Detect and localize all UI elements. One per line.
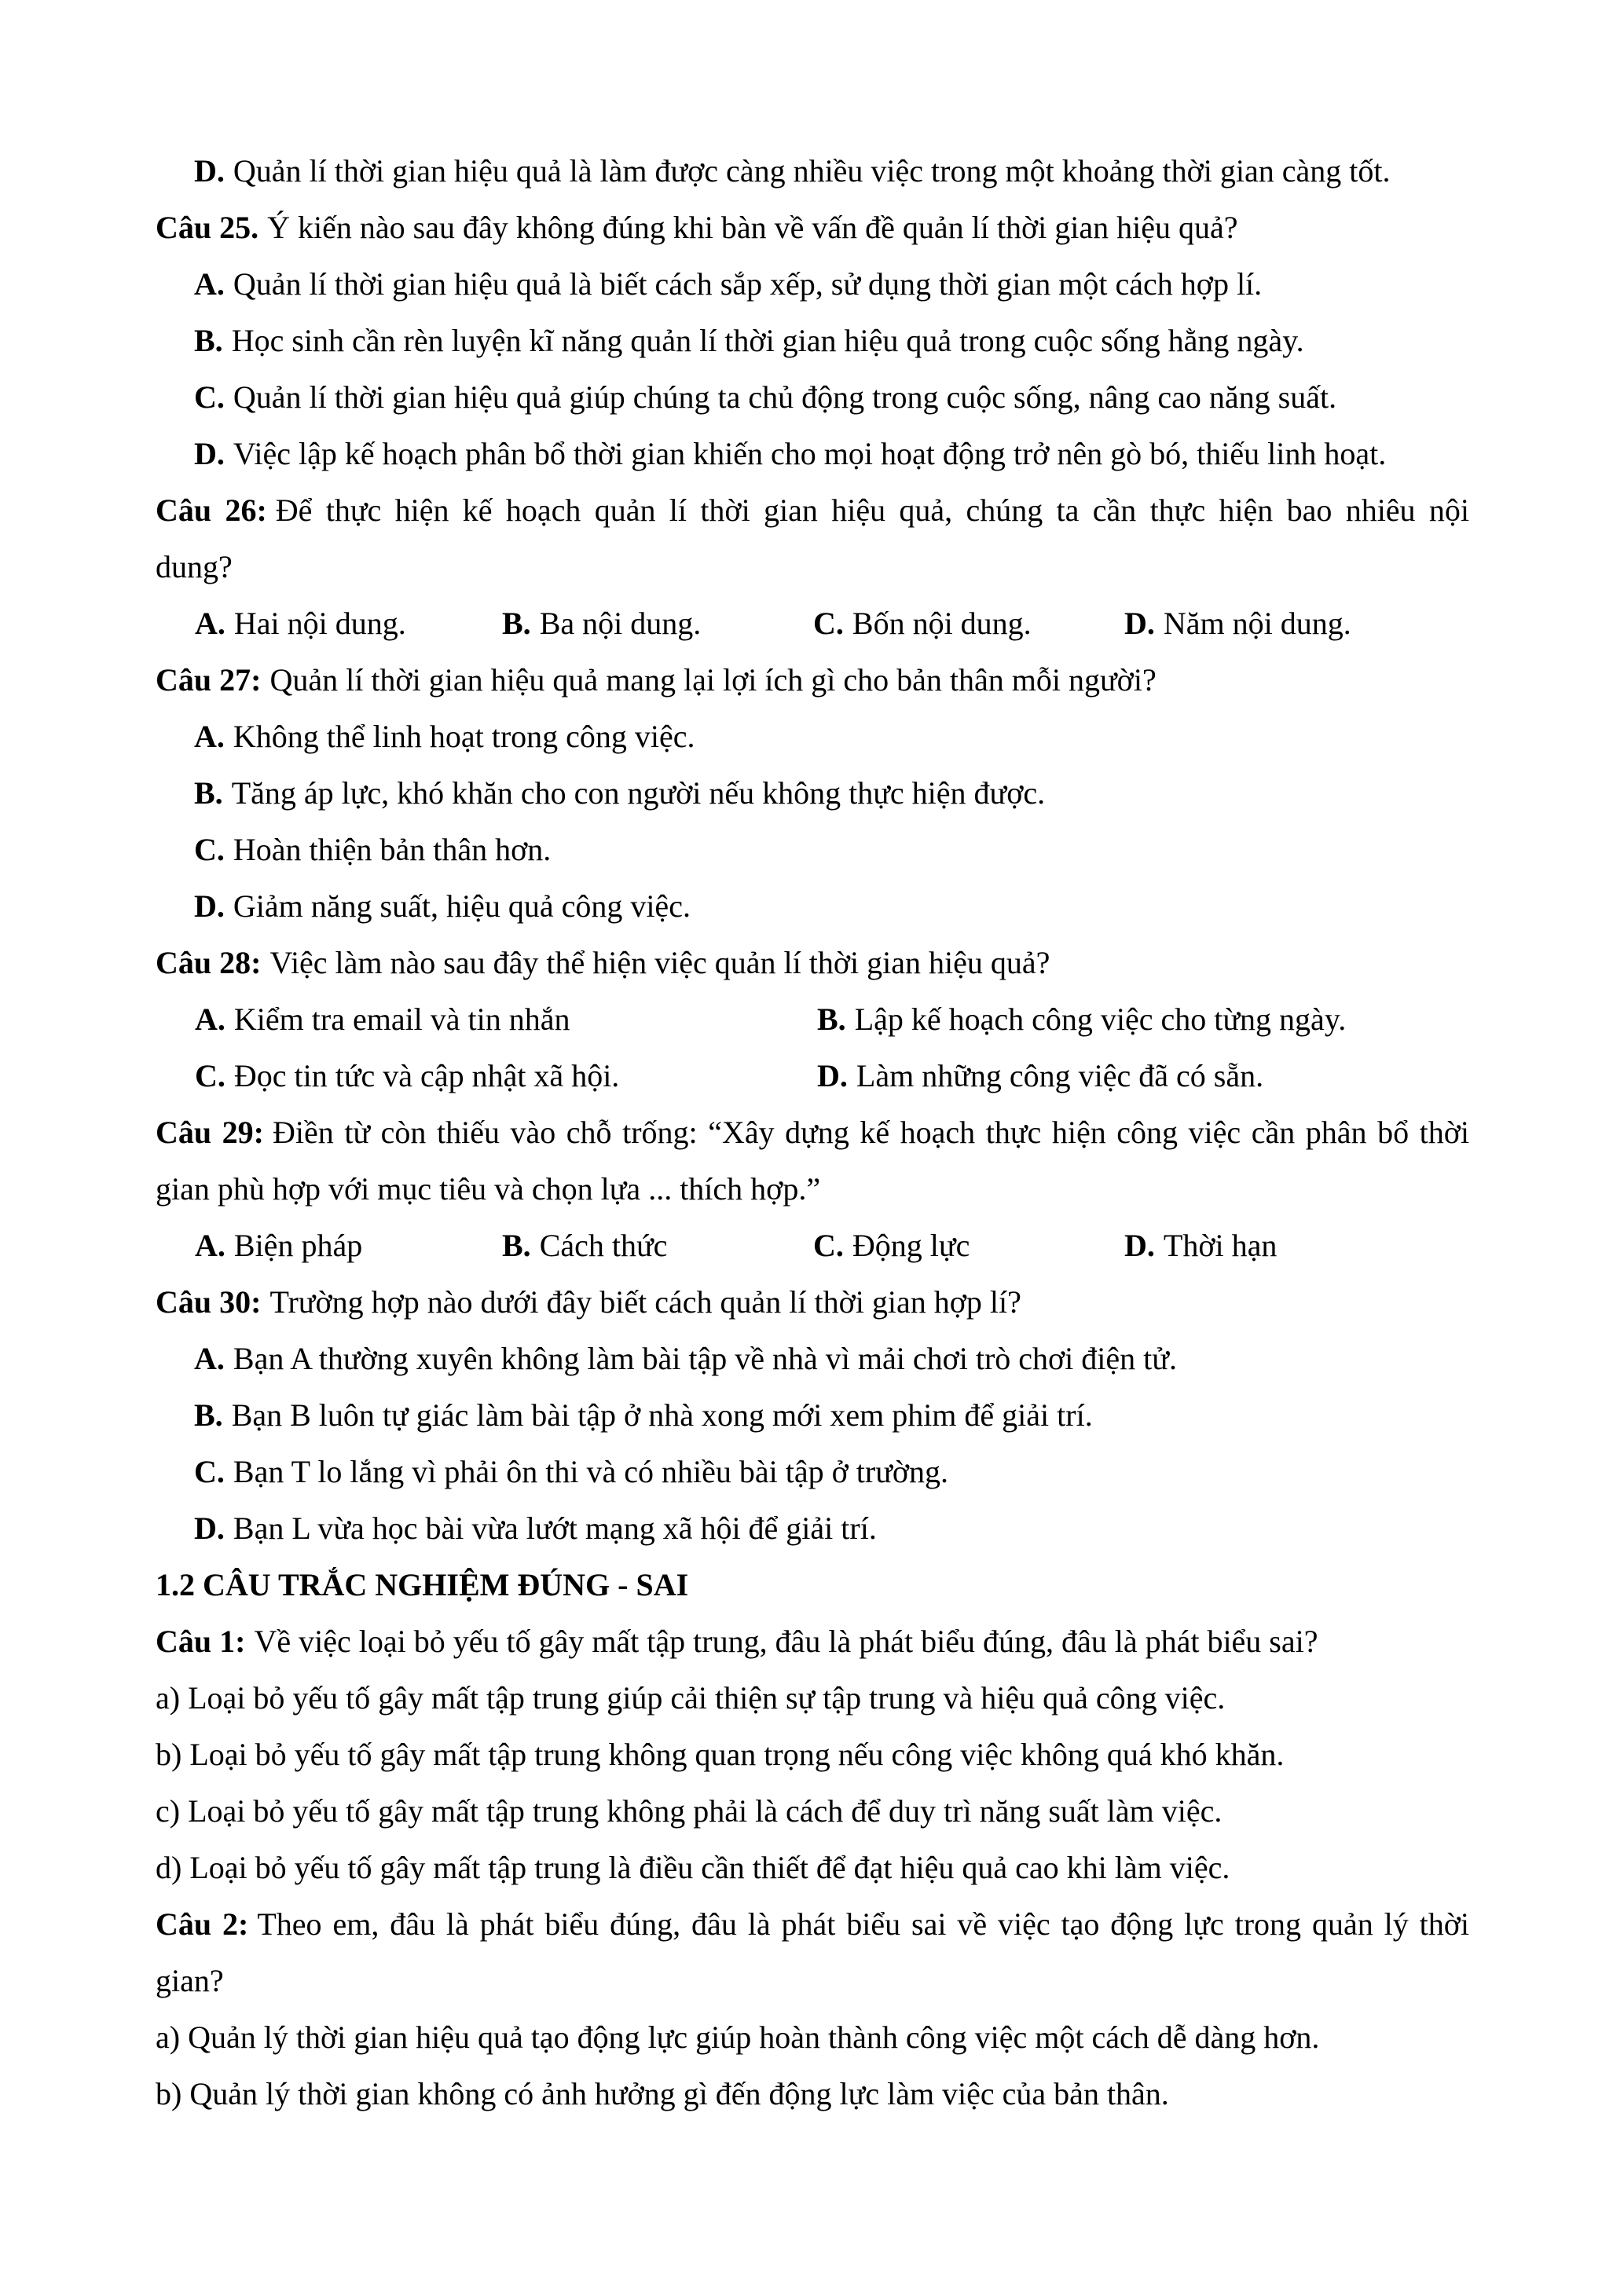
option-text: Không thể linh hoạt trong công việc. bbox=[233, 719, 695, 754]
carryover-option-d bbox=[156, 143, 1469, 200]
option-text: Học sinh cần rèn luyện kĩ năng quản lí thời gian hiệu quả trong cuộc sống hằng ngày. bbox=[231, 323, 1304, 358]
option-text: Bạn B luôn tự giác làm bài tập ở nhà xong mới xem phim để giải trí. bbox=[231, 1397, 1093, 1433]
ts-q1-statement-a: a) Loại bỏ yếu tố gây mất tập trung giúp cải thiện sự tập trung và hiệu quả công việc. bbox=[156, 1680, 1226, 1716]
option-label: A. bbox=[194, 719, 225, 754]
question-28 bbox=[156, 935, 1469, 991]
question-text: Để thực hiện kế hoạch quản lí thời gian hiệu quả, chúng ta cần thực hiện bao nhiêu nội bbox=[275, 493, 1469, 528]
question-text: Về việc loại bỏ yếu tố gây mất tập trung, đâu là phát biểu đúng, đâu là phát biểu sai? bbox=[254, 1624, 1318, 1659]
option-label: C. bbox=[194, 1454, 225, 1489]
ts-q1-statement-d: d) Loại bỏ yếu tố gây mất tập trung là điều cần thiết để đạt hiệu quả cao khi làm việc. bbox=[156, 1850, 1230, 1885]
question-26-line1 bbox=[156, 482, 1469, 539]
option-label: B. bbox=[194, 323, 223, 358]
question-label: Câu 30: bbox=[156, 1284, 262, 1320]
option-label: A. bbox=[195, 1002, 225, 1037]
q27-option-d bbox=[156, 878, 1469, 935]
question-27 bbox=[156, 652, 1469, 709]
option-text: Bạn L vừa học bài vừa lướt mạng xã hội để giải trí. bbox=[233, 1511, 877, 1546]
q25-option-a bbox=[156, 256, 1469, 313]
question-label: Câu 1: bbox=[156, 1624, 246, 1659]
q30-option-c bbox=[156, 1444, 1469, 1500]
question-label: Câu 26: bbox=[156, 493, 267, 528]
option-text: Kiểm tra email và tin nhắn bbox=[233, 1002, 570, 1037]
q28-option-a bbox=[195, 991, 570, 1048]
ts-q2-statement-a: a) Quản lý thời gian hiệu quả tạo động lực giúp hoàn thành công việc một cách dễ dàng hơn. bbox=[156, 2020, 1320, 2055]
q28-options-row-1 bbox=[156, 991, 1469, 1048]
option-text: Ba nội dung. bbox=[539, 606, 702, 641]
q29-option-d bbox=[1124, 1218, 1277, 1274]
question-29-line1 bbox=[156, 1104, 1469, 1161]
option-label: C. bbox=[813, 606, 844, 641]
option-text: Quản lí thời gian hiệu quả là làm được càng nhiều việc trong một khoảng thời gian càng tốt. bbox=[233, 153, 1391, 189]
option-text: Bốn nội dung. bbox=[852, 606, 1032, 641]
question-label: Câu 29: bbox=[156, 1115, 265, 1150]
option-label: D. bbox=[1124, 606, 1155, 641]
option-label: A. bbox=[195, 1228, 225, 1263]
section-heading-true-false: 1.2 CÂU TRẮC NGHIỆM ĐÚNG - SAI bbox=[156, 1567, 689, 1602]
q27-option-b bbox=[156, 765, 1469, 822]
q25-option-b bbox=[156, 313, 1469, 369]
question-26-line2: dung? bbox=[156, 549, 233, 584]
question-label: Câu 2: bbox=[156, 1906, 249, 1942]
option-text: Lập kế hoạch công việc cho từng ngày. bbox=[854, 1002, 1347, 1037]
page-content bbox=[156, 143, 1469, 2122]
option-label: D. bbox=[194, 888, 225, 924]
option-label: B. bbox=[502, 606, 531, 641]
option-label: C. bbox=[194, 379, 225, 415]
option-label: D. bbox=[194, 153, 225, 189]
option-label: B. bbox=[194, 1397, 223, 1433]
option-label: D. bbox=[1124, 1228, 1155, 1263]
option-text: Quản lí thời gian hiệu quả là biết cách sắp xếp, sử dụng thời gian một cách hợp lí. bbox=[233, 266, 1263, 302]
option-label: B. bbox=[817, 1002, 846, 1037]
question-text: Điền từ còn thiếu vào chỗ trống: “Xây dựng kế hoạch thực hiện công việc cần phân bổ thời bbox=[273, 1115, 1470, 1150]
option-label: C. bbox=[813, 1228, 844, 1263]
ts-question-2-line2: gian? bbox=[156, 1963, 224, 1998]
ts-q1-statement-c: c) Loại bỏ yếu tố gây mất tập trung không phải là cách để duy trì năng suất làm việc. bbox=[156, 1793, 1223, 1829]
option-label: B. bbox=[194, 775, 223, 811]
q29-option-c bbox=[813, 1218, 970, 1274]
option-label: C. bbox=[195, 1058, 225, 1093]
q28-option-c bbox=[195, 1048, 619, 1104]
ts-q1-statement-b: b) Loại bỏ yếu tố gây mất tập trung không quan trọng nếu công việc không quá khó khăn. bbox=[156, 1737, 1285, 1772]
question-label: Câu 27: bbox=[156, 662, 262, 698]
q27-option-a bbox=[156, 709, 1469, 765]
question-30 bbox=[156, 1274, 1469, 1331]
option-label: A. bbox=[194, 266, 225, 302]
q26-option-b bbox=[502, 595, 701, 652]
option-text: Làm những công việc đã có sẵn. bbox=[856, 1058, 1264, 1093]
q29-options-row bbox=[156, 1218, 1469, 1274]
option-label: A. bbox=[194, 1341, 225, 1376]
q29-option-b bbox=[502, 1218, 667, 1274]
option-text: Hoàn thiện bản thân hơn. bbox=[233, 832, 552, 867]
q28-options-row-2 bbox=[156, 1048, 1469, 1104]
question-text: Việc làm nào sau đây thể hiện việc quản lí thời gian hiệu quả? bbox=[269, 945, 1050, 980]
question-text: Ý kiến nào sau đây không đúng khi bàn về vấn đề quản lí thời gian hiệu quả? bbox=[267, 210, 1238, 245]
q26-option-c bbox=[813, 595, 1032, 652]
option-text: Biện pháp bbox=[233, 1228, 363, 1263]
option-label: D. bbox=[194, 436, 225, 471]
question-text: Theo em, đâu là phát biểu đúng, đâu là phát biểu sai về việc tạo động lực trong quản lý thời bbox=[257, 1906, 1470, 1942]
option-text: Việc lập kế hoạch phân bổ thời gian khiến cho mọi hoạt động trở nên gò bó, thiếu linh hoạt. bbox=[233, 436, 1387, 471]
option-label: C. bbox=[194, 832, 225, 867]
question-29-line2: gian phù hợp với mục tiêu và chọn lựa ... thích hợp.” bbox=[156, 1171, 821, 1207]
q26-options-row bbox=[156, 595, 1469, 652]
option-text: Hai nội dung. bbox=[233, 606, 406, 641]
q28-option-b bbox=[817, 991, 1346, 1048]
ts-question-1 bbox=[156, 1613, 1469, 1670]
option-text: Bạn T lo lắng vì phải ôn thi và có nhiều bài tập ở trường. bbox=[233, 1454, 949, 1489]
option-text: Đọc tin tức và cập nhật xã hội. bbox=[233, 1058, 620, 1093]
q25-option-c bbox=[156, 369, 1469, 426]
q26-option-a bbox=[195, 595, 406, 652]
q30-option-d bbox=[156, 1500, 1469, 1557]
option-text: Cách thức bbox=[539, 1228, 668, 1263]
q30-option-a bbox=[156, 1331, 1469, 1387]
option-label: D. bbox=[194, 1511, 225, 1546]
question-label: Câu 28: bbox=[156, 945, 262, 980]
option-text: Năm nội dung. bbox=[1163, 606, 1351, 641]
ts-question-2-line1 bbox=[156, 1896, 1469, 1953]
q27-option-c bbox=[156, 822, 1469, 878]
question-text: Trường hợp nào dưới đây biết cách quản lí thời gian hợp lí? bbox=[269, 1284, 1021, 1320]
option-text: Động lực bbox=[852, 1228, 970, 1263]
ts-q2-statement-b: b) Quản lý thời gian không có ảnh hưởng gì đến động lực làm việc của bản thân. bbox=[156, 2076, 1169, 2111]
q26-option-d bbox=[1124, 595, 1351, 652]
option-label: D. bbox=[817, 1058, 848, 1093]
question-text: Quản lí thời gian hiệu quả mang lại lợi ích gì cho bản thân mỗi người? bbox=[269, 662, 1157, 698]
q25-option-d bbox=[156, 426, 1469, 482]
q29-option-a bbox=[195, 1218, 362, 1274]
q30-option-b bbox=[156, 1387, 1469, 1444]
q28-option-d bbox=[817, 1048, 1263, 1104]
option-text: Quản lí thời gian hiệu quả giúp chúng ta chủ động trong cuộc sống, nâng cao năng suất. bbox=[233, 379, 1337, 415]
option-label: B. bbox=[502, 1228, 531, 1263]
option-text: Giảm năng suất, hiệu quả công việc. bbox=[233, 888, 691, 924]
option-text: Tăng áp lực, khó khăn cho con người nếu không thực hiện được. bbox=[231, 775, 1046, 811]
question-label: Câu 25. bbox=[156, 210, 259, 245]
option-text: Bạn A thường xuyên không làm bài tập về nhà vì mải chơi trò chơi điện tử. bbox=[233, 1341, 1177, 1376]
question-25 bbox=[156, 200, 1469, 256]
option-text: Thời hạn bbox=[1163, 1228, 1278, 1263]
option-label: A. bbox=[195, 606, 225, 641]
